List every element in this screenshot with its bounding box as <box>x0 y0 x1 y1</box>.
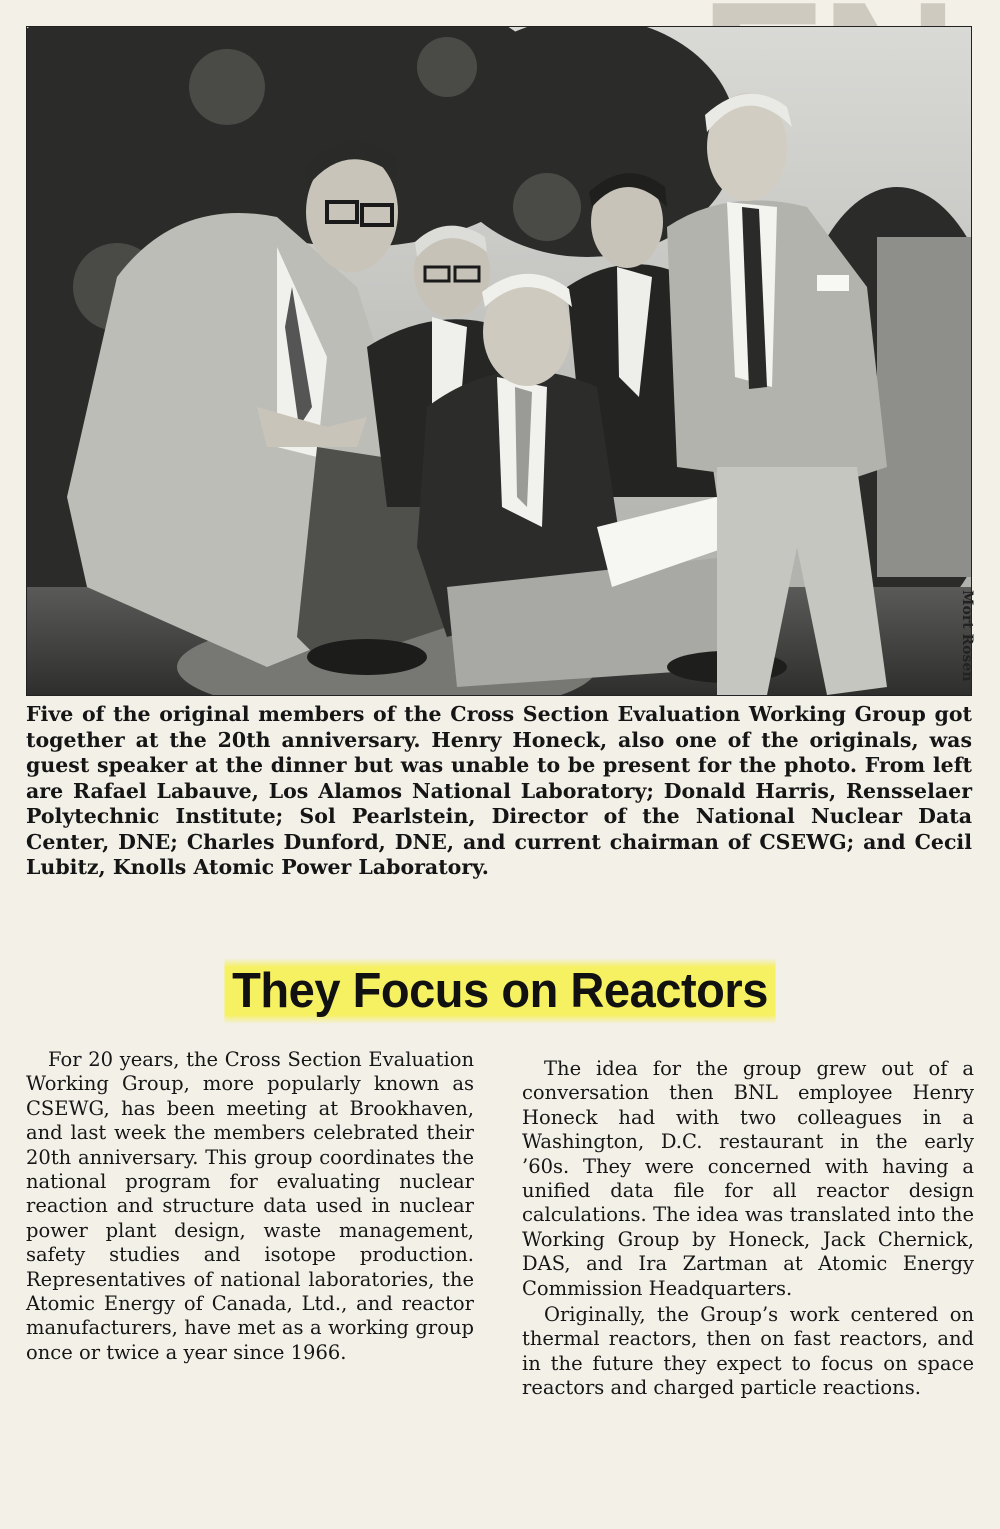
article-headline: They Focus on Reactors <box>224 958 775 1024</box>
group-photo-illustration <box>27 27 971 695</box>
photo-caption: Five of the original members of the Cross Section Evaluation Working Group got together at the 20th anniversary. Henry Honeck, also one of the originals, was guest speaker at the dinner but was unable to be present for the photo. From left are Rafael Labauve, Los Alamos National Laboratory; Donald Harris, Rensselaer Polytechnic Institute; Sol Pearlstein, Director of the National Nuclear Data Center, DNE; Charles Dunford, DNE, and current chairman of CSEWG; and Cecil Lubitz, Knolls Atomic Power Laboratory. <box>26 702 972 879</box>
photo-credit: Mort Rosen <box>959 590 975 682</box>
article-paragraph: The idea for the group grew out of a conversation then BNL employee Henry Honeck had with two colleagues in a Washington, D.C. restaurant in the early ’60s. They were concerned with having a unified data file for all reactor design calculations. The idea was translated into the Working Group by Honeck, Jack Chernick, DAS, and Ira Zartman at Atomic Energy Commission Headquarters. <box>522 1057 974 1300</box>
group-photo <box>26 26 972 696</box>
article-column-left <box>26 1048 474 1365</box>
article-paragraph: Originally, the Group’s work centered on thermal reactors, then on fast reactors, and in the future they expect to focus on space reactors and charged particle reactions. <box>522 1303 974 1400</box>
article-column-right <box>522 1057 974 1401</box>
article-paragraph: For 20 years, the Cross Section Evaluation Working Group, more popularly known as CSEWG, has been meeting at Brookhaven, and last week the members celebrated their 20th anniversary. This group coordinates the national program for evaluating nuclear reaction and structure data used in nuclear power plant design, waste management, safety studies and isotope production. Representatives of national laboratories, the Atomic Energy of Canada, Ltd., and reactor manufacturers, have met as a working group once or twice a year since 1966. <box>26 1048 474 1364</box>
headline-container <box>0 958 1000 1028</box>
